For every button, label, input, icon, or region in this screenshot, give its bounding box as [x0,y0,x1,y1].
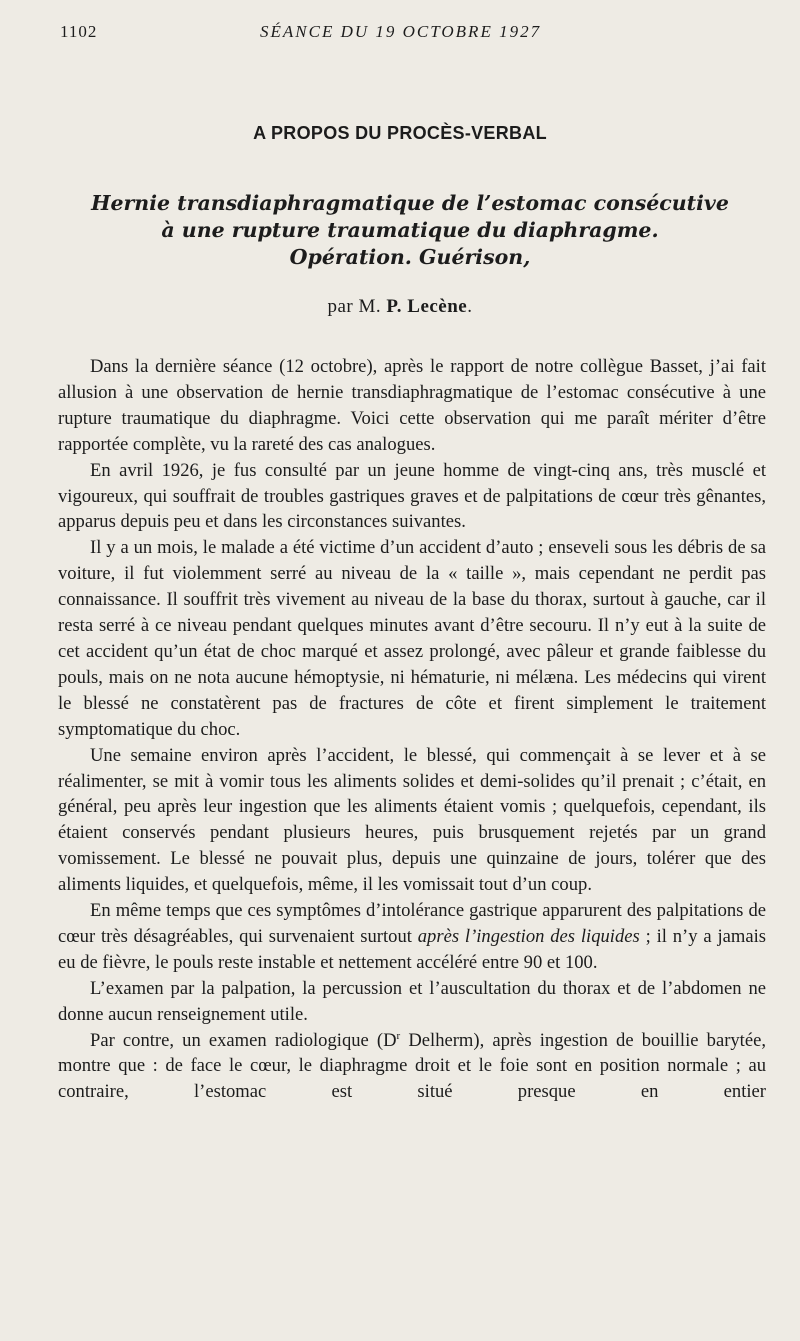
paragraph-7-text-a: Par contre, un examen radiologique (D [90,1029,397,1051]
article-body [58,354,766,1105]
article-title-line-1: Hernie transdiaphragmatique de l’estomac consécutive [91,191,729,215]
paragraph-2: En avril 1926, je fus consulté par un jeune homme de vingt-cinq ans, très musclé et vigoureux, qui souffrait de troubles gastriques graves et de palpitations de cœur très gênantes, apparus depuis peu et dans les circonstances suivantes. [58,459,766,533]
byline-suffix: . [467,296,473,317]
paragraph-5-text-b: ; il n’y a jamais eu de fièvre, le pouls reste instable et nettement accéléré entre 90 et 100. [58,925,766,973]
byline-prefix: par M. [327,296,387,317]
page-number: 1102 [60,22,98,41]
paragraph-5 [58,898,766,976]
paragraph-4: Une semaine environ après l’accident, le blessé, qui commençait à se lever et à se réalimenter, se mit à vomir tous les aliments solides et demi-solides qu’il prenait ; c’était, en général, peu après leur ingestion que les aliments étaient vomis ; quelquefois, cependant, ils étaient conservés pendant plusieurs heures, puis brusquement rejetés par un grand vomissement. Le blessé ne pouvait plus, depuis une quinzaine de jours, tolérer que des aliments liquides, et quelquefois, même, il les vomissait tout d’un coup. [58,744,766,896]
byline [0,296,800,318]
section-title: A PROPOS DU PROCÈS-VERBAL [253,123,547,143]
paragraph-7 [58,1028,766,1106]
paragraph-5-text-a: En même temps que ces symptômes d’intolérance gastrique apparurent des palpitations de cœur très désagréables, qui survenaient surtout [58,900,766,947]
article-title-line-2: à une rupture traumatique du diaphragme. [161,218,659,242]
author-name: P. Lecène [386,296,468,317]
running-header [60,22,790,46]
paragraph-5-italic: après l’ingestion des liquides [417,925,640,947]
article-title-line-3: Opération. Guérison, [289,245,531,269]
paragraph-7-superscript: r [396,1029,401,1042]
paragraph-1: Dans la dernière séance (12 octobre), après le rapport de notre collègue Basset, j’ai fait allusion à une observation de hernie transdiaphragmatique de l’estomac consécutive à une rupture traumatique du diaphragme. Voici cette observation qui me paraît mériter d’être rapportée complète, vu la rareté des cas analogues. [58,356,766,455]
article-title [60,190,760,271]
paragraph-7-text-b: Delherm), après ingestion de bouillie barytée, montre que : de face le cœur, le diaphragme droit et le foie sont en position normale ; au contraire, l’estomac est situé presque en entier [58,1029,767,1103]
running-title: SÉANCE DU 19 OCTOBRE 1927 [260,22,542,41]
paragraph-3: Il y a un mois, le malade a été victime d’un accident d’auto ; enseveli sous les débris de sa voiture, il fut violemment serré au niveau de la « taille », mais cependant ne perdit pas connaissance. Il souffrit très vivement au niveau de la base du thorax, surtout à gauche, car il resta serré à ce niveau pendant quelques minutes avant d’être secouru. Il n’y eut à la suite de cet accident qu’un état de choc marqué et assez prolongé, avec pâleur et grande faiblesse du pouls, mais on ne nota aucune hémoptysie, ni hématurie, ni mélæna. Les médecins qui virent le blessé ne constatèrent pas de fractures de côte et firent simplement le traitement symptomatique du choc. [58,537,766,740]
paragraph-6: L’examen par la palpation, la percussion et l’auscultation du thorax et de l’abdomen ne donne aucun renseignement utile. [58,977,766,1025]
